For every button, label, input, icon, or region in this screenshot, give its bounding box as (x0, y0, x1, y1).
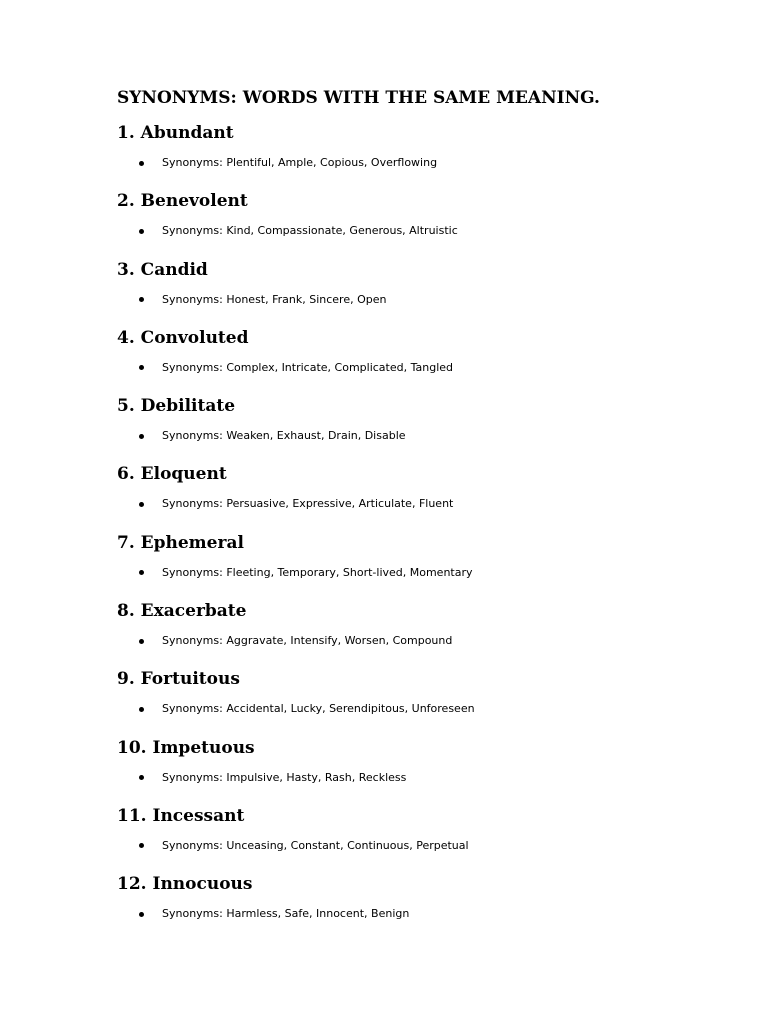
synonym-list (117, 146, 717, 180)
synonym-text: Synonyms: Harmless, Safe, Innocent, Benign (162, 907, 410, 921)
entry-6 (117, 453, 717, 521)
bullet-icon (139, 570, 144, 575)
synonym-list (117, 214, 717, 248)
entry-heading: 2. Benevolent (117, 191, 248, 212)
bullet-icon (139, 775, 144, 780)
entry-4 (117, 317, 717, 385)
entry-heading: 11. Incessant (117, 805, 245, 826)
synonym-text: Synonyms: Kind, Compassionate, Generous, Altruistic (162, 224, 458, 238)
synonym-item (117, 897, 717, 931)
entry-heading: 6. Eloquent (117, 464, 227, 485)
entry-heading: 10. Impetuous (117, 737, 255, 758)
entry-11 (117, 795, 717, 863)
synonym-list (117, 351, 717, 385)
bullet-icon (139, 229, 144, 234)
synonym-text: Synonyms: Accidental, Lucky, Serendipitous, Unforeseen (162, 702, 475, 716)
document-title: SYNONYMS: WORDS WITH THE SAME MEANING. (117, 88, 600, 108)
synonym-text: Synonyms: Unceasing, Constant, Continuous, Perpetual (162, 838, 469, 852)
entry-12 (117, 863, 717, 931)
entry-7 (117, 522, 717, 590)
entry-8 (117, 590, 717, 658)
bullet-icon (139, 434, 144, 439)
synonym-item (117, 419, 717, 453)
entry-5 (117, 385, 717, 453)
entry-heading: 3. Candid (117, 259, 208, 280)
entry-heading: 9. Fortuitous (117, 669, 240, 690)
synonym-list (117, 487, 717, 521)
synonym-text: Synonyms: Honest, Frank, Sincere, Open (162, 292, 387, 306)
synonym-list (117, 419, 717, 453)
synonym-item (117, 487, 717, 521)
synonym-text: Synonyms: Impulsive, Hasty, Rash, Reckless (162, 770, 407, 784)
synonym-list (117, 556, 717, 590)
bullet-icon (139, 365, 144, 370)
synonym-text: Synonyms: Fleeting, Temporary, Short-lived, Momentary (162, 565, 473, 579)
entry-2 (117, 180, 717, 248)
entry-heading: 1. Abundant (117, 123, 234, 143)
synonym-item (117, 214, 717, 248)
entry-9 (117, 658, 717, 726)
bullet-icon (139, 912, 144, 917)
entry-10 (117, 727, 717, 795)
bullet-icon (139, 707, 144, 712)
entry-3 (117, 249, 717, 317)
synonym-list (117, 897, 717, 931)
synonym-item (117, 761, 717, 795)
entry-heading: 12. Innocuous (117, 874, 253, 895)
entry-heading: 7. Ephemeral (117, 532, 244, 553)
synonym-list (117, 692, 717, 726)
synonym-item (117, 351, 717, 385)
bullet-icon (139, 161, 144, 166)
synonym-item (117, 829, 717, 863)
bullet-icon (139, 297, 144, 302)
bullet-icon (139, 502, 144, 507)
synonym-list (117, 829, 717, 863)
synonym-list (117, 624, 717, 658)
synonym-text: Synonyms: Complex, Intricate, Complicated, Tangled (162, 360, 454, 374)
synonym-text: Synonyms: Aggravate, Intensify, Worsen, Compound (162, 634, 453, 648)
synonym-list (117, 761, 717, 795)
entry-1 (117, 112, 717, 180)
synonym-text: Synonyms: Plentiful, Ample, Copious, Overflowing (162, 156, 438, 169)
synonym-list (117, 283, 717, 317)
synonym-text: Synonyms: Persuasive, Expressive, Articulate, Fluent (162, 497, 454, 511)
synonym-item (117, 146, 717, 180)
synonym-item (117, 692, 717, 726)
synonym-item (117, 283, 717, 317)
document-page (117, 84, 717, 932)
synonym-item (117, 624, 717, 658)
entry-heading: 5. Debilitate (117, 396, 236, 417)
synonym-text: Synonyms: Weaken, Exhaust, Drain, Disable (162, 429, 406, 443)
bullet-icon (139, 843, 144, 848)
entry-heading: 4. Convoluted (117, 327, 249, 348)
synonym-item (117, 556, 717, 590)
bullet-icon (139, 639, 144, 644)
entry-heading: 8. Exacerbate (117, 601, 247, 622)
